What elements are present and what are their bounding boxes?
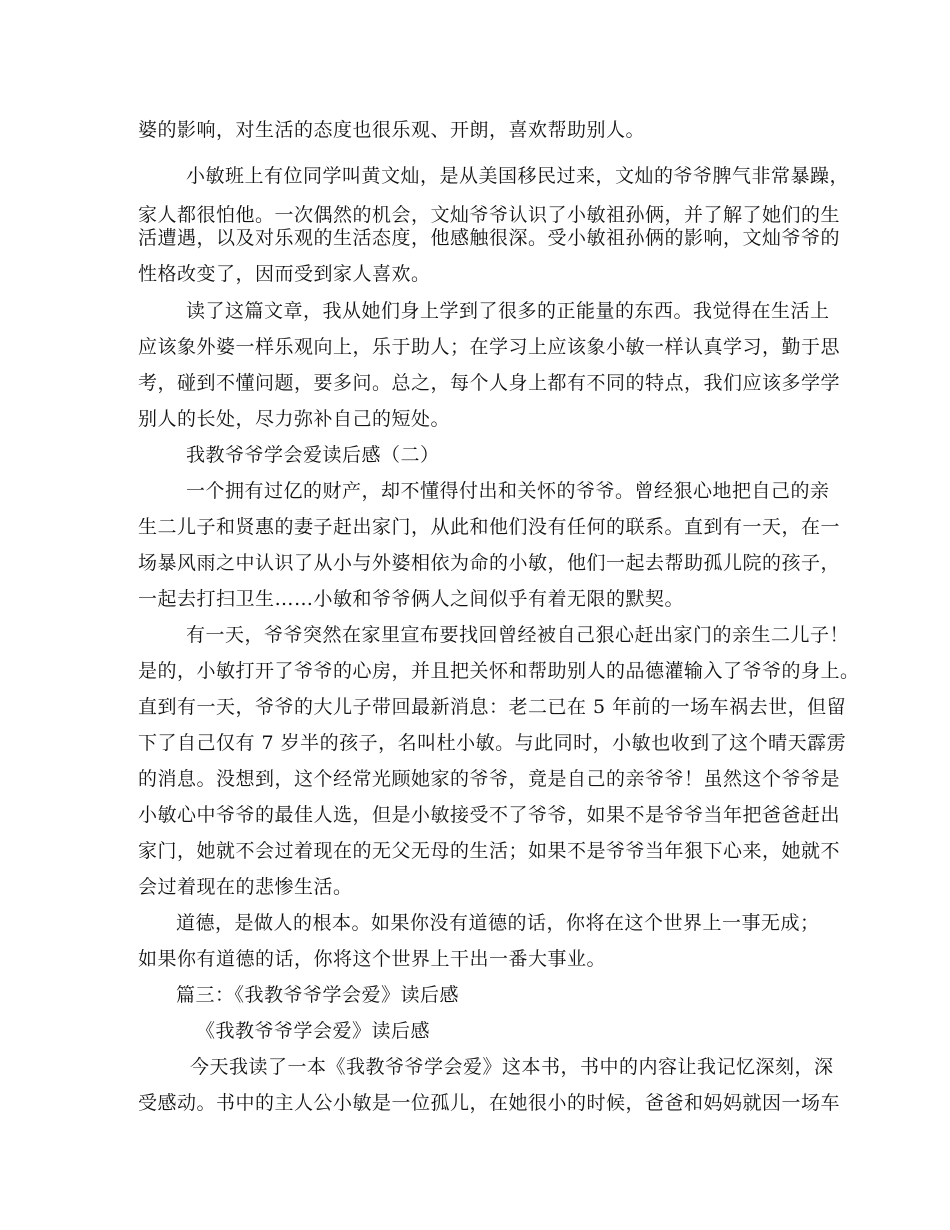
text-line: 一个拥有过亿的财产，却不懂得付出和关怀的爷爷。曾经狠心地把自己的亲	[186, 480, 830, 502]
text-line: 如果你有道德的话，你将这个世界上干出一番大事业。	[138, 948, 607, 970]
section-heading: 我教爷爷学会爱读后感（二）	[186, 444, 440, 466]
text-line: 场暴风雨之中认识了从小与外婆相依为命的小敏，他们一起去帮助孤儿院的孩子，	[138, 552, 841, 574]
text-line: 小敏心中爷爷的最佳人选，但是小敏接受不了爷爷，如果不是爷爷当年把爸爸赶出	[138, 804, 841, 826]
text-line: 今天我读了一本《我教爷爷学会爱》这本书，书中的内容让我记忆深刻，深	[190, 1056, 834, 1078]
text-line: 有一天，爷爷突然在家里宣布要找回曾经被自己狠心赶出家门的亲生二儿子！	[186, 624, 850, 646]
text-line: 会过着现在的悲惨生活。	[138, 876, 353, 898]
text-line: 考，碰到不懂问题，要多问。总之，每个人身上都有不同的特点，我们应该多学学	[138, 372, 841, 394]
text-line: 别人的长处，尽力弥补自己的短处。	[138, 408, 451, 430]
text-line: 是的，小敏打开了爷爷的心房，并且把关怀和帮助别人的品德灌输入了爷爷的身上。	[138, 660, 860, 682]
text-line: 读了这篇文章，我从她们身上学到了很多的正能量的东西。我觉得在生活上	[186, 300, 830, 322]
text-line: 一起去打扫卫生……小敏和爷爷俩人之间似乎有着无限的默契。	[138, 588, 685, 610]
text-line: 直到有一天，爷爷的大儿子带回最新消息：老二已在 5 年前的一场车祸去世，但留	[138, 696, 847, 718]
text-line: 道德，是做人的根本。如果你没有道德的话，你将在这个世界上一事无成；	[176, 912, 820, 934]
section-heading: 篇三：《我教爷爷学会爱》读后感	[176, 984, 460, 1006]
text-line: 小敏班上有位同学叫黄文灿，是从美国移民过来，文灿的爷爷脾气非常暴躁，	[186, 165, 850, 187]
text-line: 的消息。没想到，这个经常光顾她家的爷爷，竟是自己的亲爷爷！虽然这个爷爷是	[138, 768, 841, 790]
text-line: 家人都很怕他。一次偶然的机会，文灿爷爷认识了小敏祖孙俩，并了解了她们的生	[138, 204, 841, 226]
text-line: 婆的影响，对生活的态度也很乐观、开朗，喜欢帮助别人。	[138, 119, 646, 141]
text-line: 下了自己仅有 7 岁半的孩子，名叫杜小敏。与此同时，小敏也收到了这个晴天霹雳	[138, 732, 847, 754]
section-subheading: 《我教爷爷学会爱》读后感	[196, 1020, 431, 1042]
text-line: 生二儿子和贤惠的妻子赶出家门，从此和他们没有任何的联系。直到有一天，在一	[138, 516, 841, 538]
text-line: 性格改变了，因而受到家人喜欢。	[138, 263, 431, 285]
text-line: 应该象外婆一样乐观向上，乐于助人；在学习上应该象小敏一样认真学习，勤于思	[138, 336, 841, 358]
text-line: 活遭遇，以及对乐观的生活态度，他感触很深。受小敏祖孙俩的影响，文灿爷爷的	[138, 227, 841, 249]
text-line: 受感动。书中的主人公小敏是一位孤儿，在她很小的时候，爸爸和妈妈就因一场车	[138, 1092, 841, 1114]
text-line: 家门，她就不会过着现在的无父无母的生活；如果不是爷爷当年狠下心来，她就不	[138, 840, 841, 862]
